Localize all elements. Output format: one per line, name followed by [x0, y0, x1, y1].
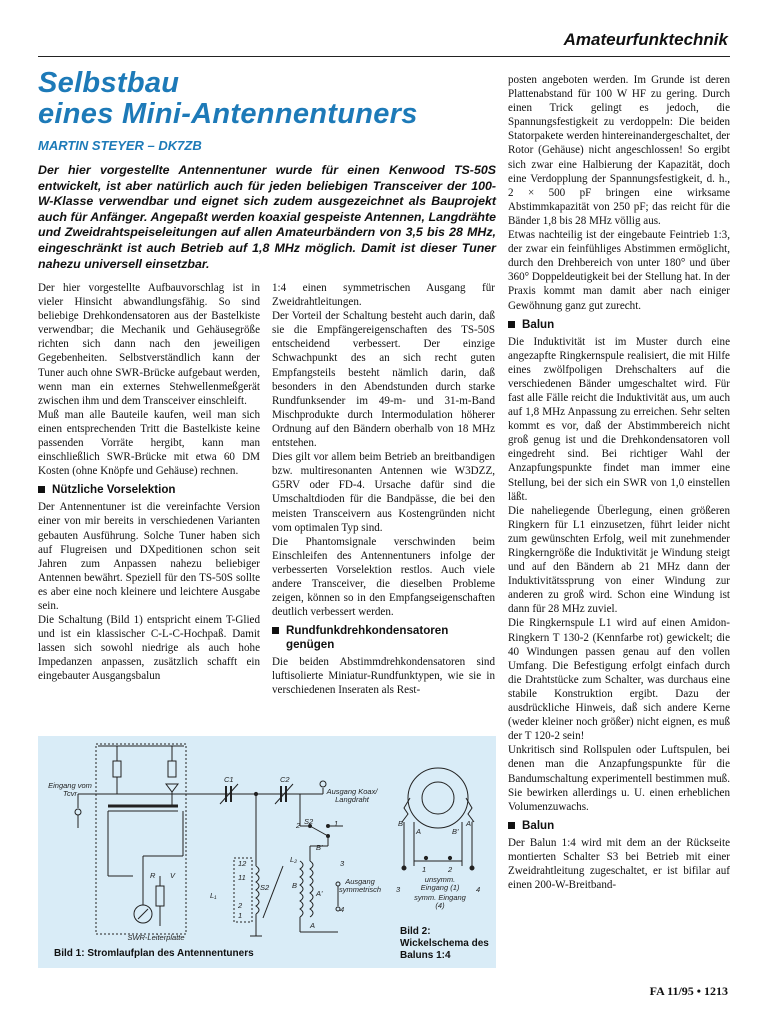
- label-l2: L₂: [290, 855, 298, 864]
- label-pin-1: 1: [422, 865, 427, 874]
- label-tap-12: 12: [238, 859, 247, 868]
- square-bullet-icon: [38, 486, 45, 493]
- paragraph: Die Induktivität ist im Muster durch eine angezapfte Ringkernspule realisiert, die mit Hilfe eines zwölfpoligen Drehschalters auf die verschiedenen Bänder umgeschaltet wird. Für fast alle Fälle reicht die Induktivität aus, um auch auf 1,8 MHz Anpassung zu erreichen. Sehr selten kommt es vor, daß der Abstimmbereich nicht groß genug ist und die Drehkondensatoren voll eingedreht sind. Bei richtiger Wahl der Anzapfungspunkte findet man immer eine Stellung, bei der sich ein SWR von 1,0 einstellen läßt.: [508, 335, 730, 503]
- label-r: R: [150, 871, 156, 880]
- paragraph: posten angeboten werden. Im Grunde ist deren Plattenabstand für 100 W HF zu gering. Durch einen Trick gelingt es jedoch, die Spannungsfestigkeit zu verdoppeln: Die beiden Statorpakete werden hintereinandergeschaltet, der Rotor (Gehäuse) nicht angeschlossen! So ergibt sich zwar eine Halbierung der Kapazität, doch eine Verdopplung der Spannungsfestigkeit, d. h., 2 × 500 pF bringen eine wirksame Abstimmkapazität von 250 pF; das reicht für die Bänder 1,8 bis 28 MHz völlig aus.: [508, 74, 730, 227]
- label-b-prime: B': [316, 843, 323, 852]
- label-tap-2: 2: [238, 901, 243, 910]
- label-ring-b-prime: B': [452, 827, 459, 836]
- label-input: Eingang vom Tcvr: [48, 781, 92, 798]
- title-line-2: eines Mini-Antennentuners: [38, 98, 418, 130]
- column-2: [272, 281, 495, 698]
- paragraph: Dies gilt vor allem beim Betrieb an breitbandigen bzw. multiresonanten Antennen wie W3DZZ, G5RV oder FD-4. Ursache dafür sind die Umschaltdioden für die Bandpässe, die bei den meisten Transceivern aus Kostengründen nicht vom optimalen Typ sind.: [272, 451, 495, 534]
- label-swr-board: SWR-Leiterplatte: [127, 933, 185, 942]
- paragraph: Etwas nachteilig ist der eingebaute Feintrieb 1:3, der zwar ein feinfühliges Abstimmen ermöglicht, durch den Drehbereich von unter 180° und über 360° Doppeldeutigkeit bei der Stellung hat. In der Praxis kommt man damit aber nach einiger Gewöhnung ganz gut zurecht.: [508, 229, 730, 312]
- article-title: [38, 68, 488, 130]
- page-footer: FA 11/95 • 1213: [649, 984, 728, 998]
- paragraph: Die Phantomsignale verschwinden beim Einschleifen des Antennentuners infolge der verbesserten Vorselektion restlos. Auch viele andere Transceiver, die dieselben Probleme zeigen, können so in den Empfangseigenschaften deutlich verbessert werden.: [272, 535, 495, 619]
- figure-schematic: [38, 736, 496, 968]
- label-a: A: [310, 921, 316, 930]
- label-l1: L₁: [210, 891, 217, 900]
- article-lead: Der hier vorgestellte Antennentuner wurde für einen Kenwood TS-50S entwickelt, ist aber natürlich auch für jeden beliebigen Transceiver der 100-W-Klasse verwendbar und eignet sich zudem ausgezeichnet als Bauprojekt auch für Anfänger. Angepaßt werden koaxial gespeiste Antennen, Langdrähte und Zweidrahtspeiseleitungen auf allen Amateurbändern von 3,5 bis 28 MHz, eingeschränkt ist auch Betrieb auf 1,8 MHz möglich. Damit ist dieser Tuner nahezu universell einsetzbar.: [38, 163, 496, 271]
- label-c1: C1: [224, 775, 234, 784]
- label-pin-2: 2: [448, 865, 453, 874]
- paragraph: Der Vorteil der Schaltung besteht auch darin, daß sie die Empfängereigenschaften des TS-50S entscheidend verbessert. Der einzige Schwachpunkt des an sich recht guten Empfangsteils besteht nämlich darin, daß besonders in den Abendstunden durch starke Rundfunksender im 49-m- und 31-m-Band Mischprodukte durch Intermodulation höherer Ordnung auf den Bändern oberhalb von 18 MHz entstehen.: [272, 310, 495, 450]
- label-output-coax: Ausgang Koax/ Langdraht: [326, 787, 378, 804]
- label-term-1: 1: [334, 819, 339, 828]
- section-header: Amateurfunktechnik: [563, 30, 728, 49]
- square-bullet-icon: [272, 627, 279, 634]
- label-term-2: 2: [296, 821, 301, 830]
- label-ring-a: A: [416, 827, 422, 836]
- paragraph: Der hier vorgestellte Aufbauvorschlag ist in vieler Hinsicht abwandlungsfähig. So sind beliebige Drehkondensatoren aus der Bastelkiste verwendbar; die Mechanik und Gehäusegröße richten sich dann nach den jeweiligen Gegebenheiten. Selbstverständlich kann der Tuner auch ohne SWR-Brücke aufgebaut werden, wenn man ein externes Stehwellenmeßgerät zwischen ihm und dem Transceiver einschleift.: [38, 282, 260, 407]
- subheading: Nützliche Vorselektion: [38, 483, 260, 497]
- label-b: B: [292, 881, 298, 890]
- figure-caption-1: Bild 1: Stromlaufplan des Antennentuners: [54, 948, 254, 959]
- paragraph: Die naheliegende Überlegung, einen größeren Ringkern für L1 einzusetzen, führt leider nicht zum gewünschten Erfolg, weil mit zunehmender Ringkerngröße die Induktivität je Windung steigt und auf den Bändern ab 21 MHz dann der Induktivitätssprung von einer Windung zur anderen zu groß wird. Schon eine Windung ist dann für 28 MHz zuviel.: [508, 504, 730, 616]
- paragraph: Die beiden Abstimmdrehkondensatoren sind luftisolierte Miniatur-Rundfunktypen, wie sie in verschiedenen Inseraten als Rest-: [272, 656, 495, 697]
- label-term-3: 3: [340, 859, 345, 868]
- paragraph: Unkritisch sind Rollspulen oder Luftspulen, bei denen man die Anzapfungspunkte für die Bandumschaltung experimentell bestimmen muß. Sie bewirken allerdings u. U. einen erheblichen Volumenzuwachs.: [508, 744, 730, 813]
- square-bullet-icon: [508, 822, 515, 829]
- title-line-1: Selbstbau: [38, 67, 180, 99]
- label-s2: S2: [260, 883, 270, 892]
- label-tap-11: 11: [238, 873, 246, 882]
- paragraph: Der Balun 1:4 wird mit dem an der Rückseite montierten Schalter S3 bei Betrieb mit einer Zweidrahtleitung zugeschaltet, er ist bifilar auf einen 200-W-Breitband-: [508, 836, 730, 892]
- label-tap-1: 1: [238, 911, 243, 920]
- column-1: [38, 281, 260, 684]
- paragraph: Die Schaltung (Bild 1) entspricht einem T-Glied und ist ein klassischer C-L-C-Hochpaß. Damit lassen sich sowohl niedrige als auch hohe Impedanzen anpassen, zusätzlich schafft ein eingebauter Ausgangsbalun: [38, 614, 260, 683]
- label-unsym-input: unsymm. Eingang (1): [420, 875, 460, 892]
- subheading: Rundfunkdrehkondensatoren genügen: [272, 624, 495, 652]
- subheading: Balun: [508, 819, 730, 833]
- paragraph: Der Antennentuner ist die vereinfachte Version einer von mir bereits in verschiedenen Varianten gebauten Ausführung. Solche Tuner haben sich auf Flugreisen und DXpeditionen schon seit Jahren zum Anpassen nahezu beliebiger Antennen bewährt. Speziell für den TS-50S sollte es aber eine noch kleinere und leichtere Ausgabe sein.: [38, 501, 260, 612]
- subheading: Balun: [508, 318, 730, 332]
- label-a-prime: A': [316, 889, 323, 898]
- label-c2: C2: [280, 775, 290, 784]
- paragraph: Die Ringkernspule L1 wird auf einen Amidon-Ringkern T 130-2 (Kennfarbe rot) gewickelt; die 40 Windungen passen genau auf den vollen Umfang. Die Befestigung erfolgt einfach durch die Drahtstücke zum Schalter, was durchaus eine stabile Konstruktion ergibt. Dazu der ausdrückliche Hinweis, daß sich andere Kerne (weder kleiner noch größer) nicht eignen, es muß der T 120-2 sein!: [508, 617, 730, 743]
- label-sym-input: symm. Eingang (4): [414, 893, 466, 910]
- label-v: V: [170, 871, 176, 880]
- label-s2-output: S2: [304, 817, 314, 826]
- label-pin-4: 4: [476, 885, 481, 894]
- paragraph: 1:4 einen symmetrischen Ausgang für Zweidrahtleitungen.: [272, 282, 495, 309]
- figure-caption-2: Bild 2: Wickelschema des Baluns 1:4: [400, 926, 489, 961]
- article-author: MARTIN STEYER – DK7ZB: [38, 138, 202, 153]
- label-ring-b: B: [398, 819, 404, 828]
- label-output-sym: Ausgang symmetrisch: [338, 877, 382, 894]
- square-bullet-icon: [508, 321, 515, 328]
- column-3: [508, 73, 730, 892]
- paragraph: Muß man alle Bauteile kaufen, weil man sich einen entsprechenden Tritt die Bastelkiste keine passenden Vorräte hergibt, kann man einschließlich SWR-Brücke mit etwa 60 DM Kosten (ohne Knöpfe und Gehäuse) rechnen.: [38, 408, 260, 478]
- header-rule: [38, 56, 730, 57]
- label-term-4: 4: [340, 905, 345, 914]
- label-ring-a-prime: A': [466, 819, 473, 828]
- label-pin-3: 3: [396, 885, 401, 894]
